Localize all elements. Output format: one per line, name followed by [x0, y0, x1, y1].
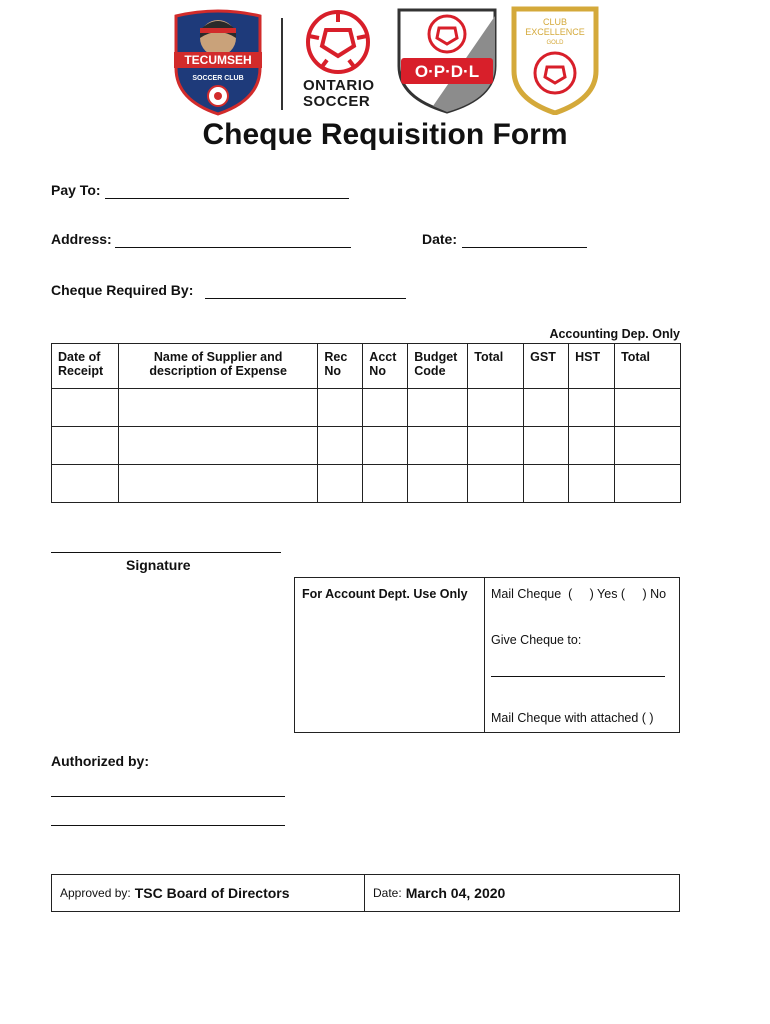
header-gst: GST	[524, 344, 569, 389]
approval-box	[51, 874, 680, 912]
address-label: Address:	[51, 231, 112, 247]
table-cell[interactable]	[118, 465, 317, 503]
tecumseh-sub: SOCCER CLUB	[192, 75, 244, 82]
club-excellence-text-3: GOLD	[546, 40, 564, 46]
approved-by-value: TSC Board of Directors	[134, 885, 290, 901]
table-cell[interactable]	[118, 427, 317, 465]
tecumseh-logo	[170, 8, 266, 116]
table-cell[interactable]	[524, 427, 569, 465]
expense-table	[51, 343, 681, 503]
date-field[interactable]	[462, 231, 587, 248]
mail-cheque-attached-option[interactable]: Mail Cheque with attached ( )	[491, 711, 654, 725]
approval-date-label: Date:	[373, 886, 402, 900]
page-title: Cheque Requisition Form	[202, 118, 568, 151]
club-excellence-text-1: CLUB	[542, 17, 568, 27]
pay-to-field[interactable]	[105, 182, 349, 199]
club-excellence-logo	[510, 5, 600, 115]
table-cell[interactable]	[569, 427, 615, 465]
header-total-accounting: Total	[615, 344, 681, 389]
signature-label: Signature	[126, 557, 191, 573]
table-row	[52, 465, 681, 503]
table-cell[interactable]	[363, 427, 408, 465]
header-budget-code: Budget Code	[408, 344, 468, 389]
signature-field[interactable]	[51, 538, 281, 553]
table-cell[interactable]	[318, 465, 363, 503]
table-cell[interactable]	[569, 389, 615, 427]
header-total: Total	[468, 344, 524, 389]
table-cell[interactable]	[118, 389, 317, 427]
table-cell[interactable]	[524, 389, 569, 427]
account-dept-box	[294, 577, 680, 733]
table-header-row	[52, 344, 681, 389]
table-row	[52, 389, 681, 427]
accounting-dep-label: Accounting Dep. Only	[549, 327, 680, 341]
date-label: Date:	[422, 231, 458, 247]
ontario-text-1: ONTARIO	[303, 77, 375, 94]
table-row	[52, 427, 681, 465]
give-cheque-label: Give Cheque to:	[491, 633, 582, 647]
table-cell[interactable]	[52, 427, 119, 465]
address-field[interactable]	[115, 231, 351, 248]
table-cell[interactable]	[468, 427, 524, 465]
header-acct-no: Acct No	[363, 344, 408, 389]
ontario-text-2: SOCCER	[303, 93, 371, 110]
header-hst: HST	[569, 344, 615, 389]
table-cell[interactable]	[468, 465, 524, 503]
account-dept-label: For Account Dept. Use Only	[295, 578, 485, 732]
opdl-text: O·P·D·L	[414, 62, 480, 81]
approved-by-label: Approved by:	[60, 886, 131, 900]
approval-date-cell	[365, 875, 679, 911]
table-cell[interactable]	[468, 389, 524, 427]
authorized-by-field-2[interactable]	[51, 811, 285, 826]
table-cell[interactable]	[363, 389, 408, 427]
cheque-required-by-label: Cheque Required By:	[51, 282, 194, 298]
ontario-soccer-ball-icon	[299, 6, 377, 78]
table-cell[interactable]	[52, 389, 119, 427]
header-rec-no: Rec No	[318, 344, 363, 389]
table-cell[interactable]	[408, 427, 468, 465]
table-cell[interactable]	[408, 389, 468, 427]
header-date-of-receipt: Date of Receipt	[52, 344, 119, 389]
logo-divider	[281, 18, 283, 110]
table-cell[interactable]	[615, 465, 681, 503]
table-cell[interactable]	[408, 465, 468, 503]
pay-to-label: Pay To:	[51, 182, 101, 198]
authorized-by-label: Authorized by:	[51, 753, 149, 769]
opdl-logo	[393, 6, 501, 114]
table-cell[interactable]	[615, 427, 681, 465]
table-cell[interactable]	[363, 465, 408, 503]
tecumseh-name: TECUMSEH	[184, 53, 252, 67]
table-cell[interactable]	[318, 389, 363, 427]
table-cell[interactable]	[569, 465, 615, 503]
account-dept-options	[485, 578, 679, 732]
authorized-by-field-1[interactable]	[51, 782, 285, 797]
table-cell[interactable]	[52, 465, 119, 503]
club-excellence-text-2: EXCELLENCE	[525, 27, 585, 37]
mail-cheque-option[interactable]: Mail Cheque ( ) Yes ( ) No	[491, 587, 667, 601]
cheque-required-by-field[interactable]	[205, 282, 406, 299]
give-cheque-field[interactable]	[491, 664, 665, 677]
approval-date-value: March 04, 2020	[405, 885, 506, 901]
table-cell[interactable]	[318, 427, 363, 465]
table-cell[interactable]	[524, 465, 569, 503]
approved-by-cell	[52, 875, 365, 911]
header-supplier: Name of Supplier and description of Expense	[118, 344, 317, 389]
table-cell[interactable]	[615, 389, 681, 427]
